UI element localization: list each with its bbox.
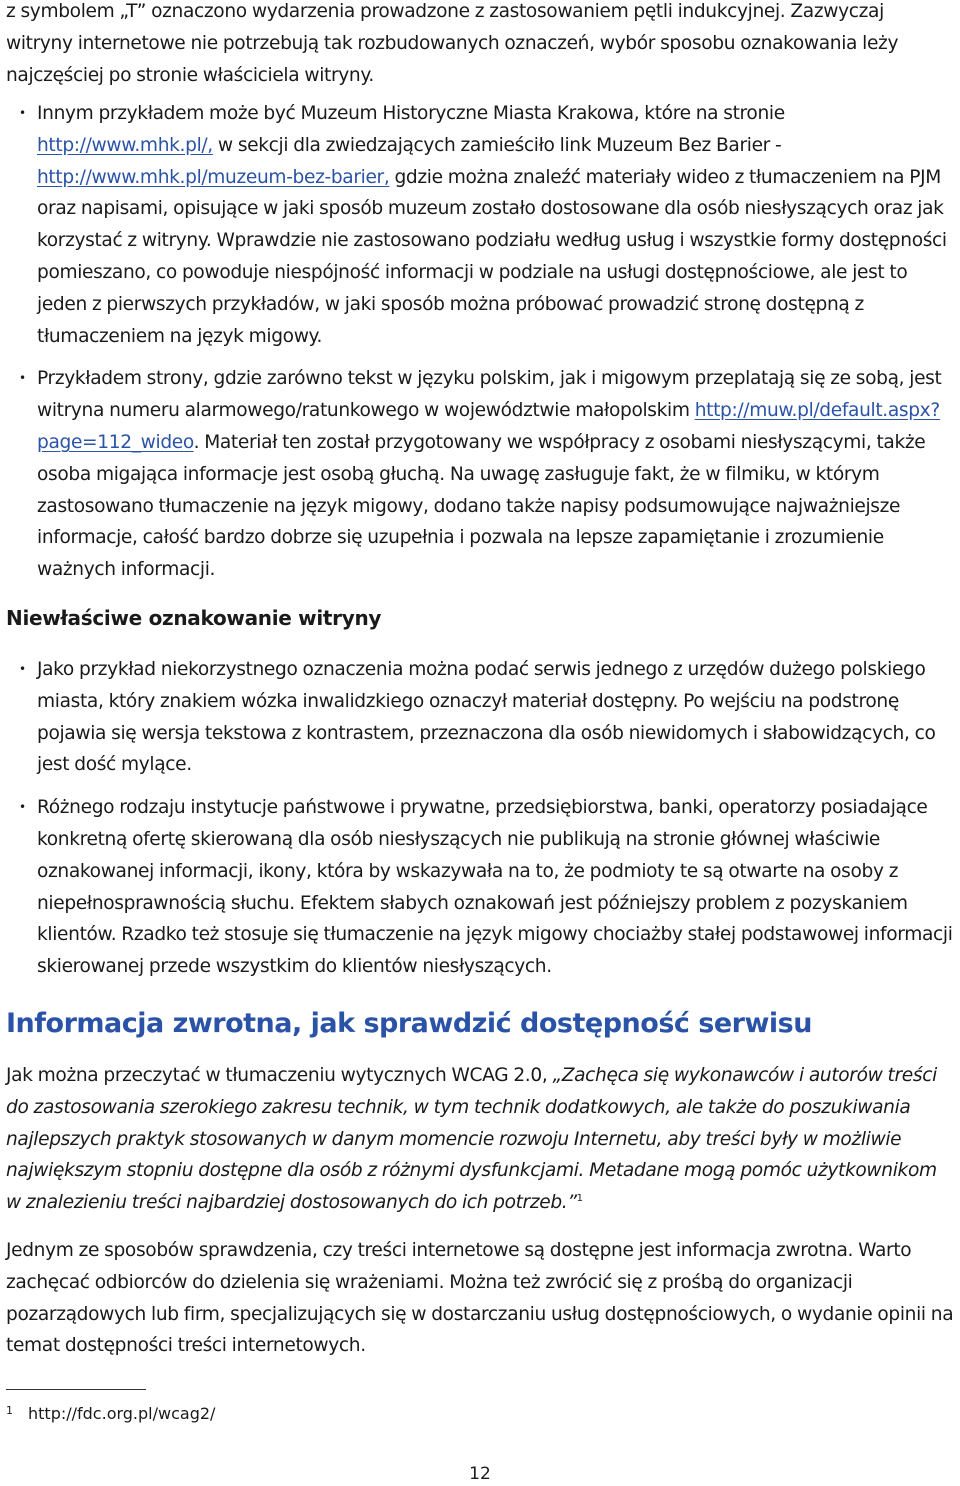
mhk-link[interactable]: http://www.mhk.pl/, (37, 134, 213, 156)
bullet-icon: • (19, 106, 27, 120)
page-number: 12 (469, 1464, 491, 1484)
list-item (6, 363, 956, 586)
feedback-paragraph: Jednym ze sposobów sprawdzenia, czy treści internetowe są dostępne jest informacja zwrotna. Warto zachęcać odbiorców do dzielenia się wrażeniami. Można też zwrócić się z prośbą do organizacji pozarządowych lub firm, specjalizujących się w dostarczaniu usług dostępnościowych, o wydanie opinii na temat dostępności treści internetowych. (6, 1240, 954, 1357)
footnote-reference[interactable]: 1 (576, 1193, 583, 1205)
list-item-text: Jako przykład niekorzystnego oznaczenia można podać serwis jednego z urzędów dużego polskiego miasta, który znakiem wózka inwalidzkiego oznaczył materiał dostępny. Po wejściu na podstronę pojawia się wersja tekstowa z kontrastem, przeznaczona dla osób niewidomych i słabowidzących, co jest dość mylące. (37, 659, 936, 776)
improper-marking-list (6, 654, 956, 994)
section-heading-improper-marking: Niewłaściwe oznakowanie witryny (6, 606, 382, 630)
muw-video-link[interactable]: http://muw.pl/default.aspx?page=112_wideo (37, 400, 940, 453)
list-item-text: Przykładem strony, gdzie zarówno tekst w języku polskim, jak i migowym przeplatają się ze sobą, jest witryna numeru alarmowego/ratunkowego w województwie małopolskim http://muw.pl/default.aspx?page=112_wideo. Materiał ten został przygotowany we współpracy z osobami niesłyszącymi, także osoba migająca informacje jest osobą głuchą. Na uwagę zasługuje fakt, że w filmiku, w którym zastosowano tłumaczenie na język migowy, dodano także napisy podsumowujące najważniejsze informacje, całość bardzo dobrze się uzupełnia i pozwala na lepsze zapamiętanie i zrozumienie ważnych informacji. (37, 368, 942, 581)
footnote-text: http://fdc.org.pl/wcag2/ (28, 1404, 216, 1423)
footnote-number: 1 (6, 1404, 13, 1417)
bullet-icon: • (19, 371, 27, 386)
list-item (6, 792, 956, 983)
wcag-paragraph: Jak można przeczytać w tłumaczeniu wytycznych WCAG 2.0, „Zachęca się wykonawców i autorów treści do zastosowania szerokiego zakresu technik, w tym technik dodatkowych, ale także do poszukiwania najlepszych praktyk stosowanych w danym momencie rozwoju Internetu, aby treści były w możliwie największym stopniu dostępne dla osób z różnymi dysfunkcjami. Metadane mogą pomóc użytkownikom w znalezieniu treści najbardziej dostosowanych do ich potrzeb.”$^1$ (6, 1065, 937, 1214)
list-item (6, 654, 956, 781)
list-item-text: Innym przykładem może być Muzeum Historyczne Miasta Krakowa, które na stronie http://www.mhk.pl/, w sekcji dla zwiedzających zamieściło link Muzeum Bez Barier - http://www.mhk.pl/muzeum-bez-barier, gdzie można znaleźć materiały wideo z tłumaczeniem na PJM oraz napisami, opisujące w jaki sposób muzeum zostało dostosowane dla osób niesłyszących oraz jak korzystać z witryny. Wprawdzie nie zastosowano podziału według usług i wszystkie formy dostępności pomieszano, co powoduje niespójność informacji w podziale na usługi dostępnościowe, ale jest to jeden z pierwszych przykładów, w jaki sposób można próbować prowadzić stronę dostępną z tłumaczeniem na język migowy. (37, 103, 947, 347)
examples-list (6, 98, 956, 597)
bullet-icon: • (19, 800, 27, 815)
bullet-icon: • (19, 662, 27, 676)
muzeum-bez-barier-link[interactable]: http://www.mhk.pl/muzeum-bez-barier, (37, 166, 390, 188)
list-item (6, 98, 956, 352)
section-heading-feedback: Informacja zwrotna, jak sprawdzić dostępność serwisu (6, 1008, 812, 1039)
footnote (6, 1398, 215, 1427)
wcag-quote: „Zachęca się wykonawców i autorów treści do zastosowania szerokiego zakresu technik, w tym technik dodatkowych, ale także do poszukiwania najlepszych praktyk stosowanych w danym momencie rozwoju Internetu, aby treści były w możliwie największym stopniu dostępne dla osób z różnymi dysfunkcjami. Metadane mogą pomóc użytkownikom w znalezieniu treści najbardziej dostosowanych do ich potrzeb.” (6, 1065, 937, 1214)
intro-paragraph: z symbolem „T” oznaczono wydarzenia prowadzone z zastosowaniem pętli indukcyjnej. Zazwyczaj witryny internetowe nie potrzebują tak rozbudowanych oznaczeń, wybór sposobu oznakowania leży najczęściej po stronie właściciela witryny. (6, 1, 899, 86)
list-item-text: Różnego rodzaju instytucje państwowe i prywatne, przedsiębiorstwa, banki, operatorzy posiadające konkretną ofertę skierowaną dla osób niesłyszących nie publikują na stronie głównej właściwie oznakowanej informacji, ikony, która by wskazywała na to, że podmioty te są otwarte na osoby z niepełnosprawnością słuchu. Efektem słabych oznakowań jest późniejszy problem z pozyskaniem klientów. Rzadko też stosuje się tłumaczenie na język migowy chociażby stałej podstawowej informacji skierowanej przede wszystkim do klientów niesłyszących. (37, 797, 953, 978)
footnote-divider (6, 1389, 146, 1390)
